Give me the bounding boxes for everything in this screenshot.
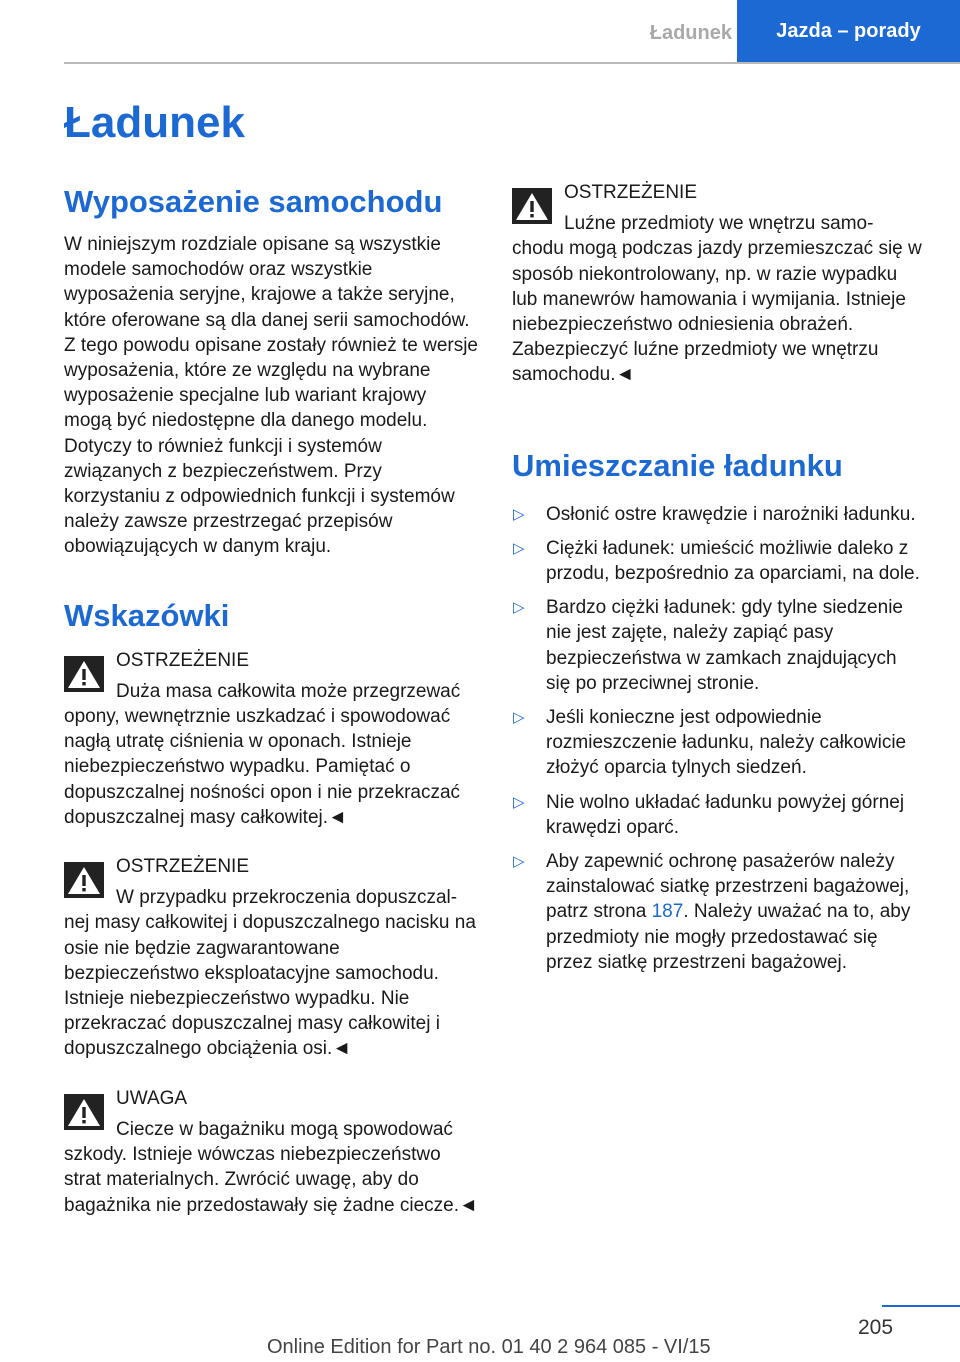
equipment-paragraph: W niniejszym rozdziale opisane są wszystkie modele samochodów oraz wszystkie wyposażenia seryjne, krajowe a także seryjne, które oferowane są dla danej serii samochodów. Z tego powodu opisane zostały również te wersje wyposażenia, które ze względu na wybrane wyposażenie specjalne lub wariant krajowy mogą być niedostępne dla danego modelu. Dotyczy to również funkcji i systemów związanych z bezpieczeństwem. Przy korzystaniu z odpowiednich funkcji i systemów należy zawsze przestrzegać przepisów obowiązujących w danym kraju. [64,234,479,558]
section-heading-loading: Umieszczanie ładunku [512,447,843,483]
bullet-triangle-icon: ▷ [513,853,525,871]
caution-text: szkody. Istnieje wówczas niebezpieczeństwo strat materialnych. Zwrócić uwagę, aby do bagażnika nie przedostawały się żadne ciecze.◄ [64,1144,478,1216]
warning-title: OSTRZEŻENIE [116,649,250,671]
section-heading-notes: Wskazówki [64,597,230,633]
warning-icon [64,656,104,692]
list-item: ▷ Aby zapewnić ochronę pasażerów należy zainstalować siatkę przestrzeni bagażowej, patrz strona 187. Należy uważać na to, aby przedmioty nie mogły przedostawać się przez siatkę przestrzeni bagażowej. [513,851,911,973]
warning-icon [512,188,552,224]
warning-text: nej masy całkowitej i dopuszczalnego nacisku na osie nie będzie zagwarantowane bezpieczeństwo eksploatacyjne samochodu. Istnieje niebezpieczeństwo wypadku. Nie przekraczać dopuszczalnej masy całkowitej i dopuszczalnego obciążenia osi.◄ [64,912,476,1060]
loading-tips-list [512,502,926,975]
header-divider [64,62,960,64]
warning-text: chodu mogą podczas jazdy przemieszczać się w sposób niekontrolowany, np. w razie wypadku lub manewrów hamowania i wymijania. Istnieje niebezpieczeństwo odniesienia obrażeń. Zabezpieczyć luźne przedmioty we wnętrzu samochodu.◄ [512,238,922,386]
page-title: Ładunek [64,98,245,147]
header-chapter-tab: Jazda – porady [737,0,960,62]
list-item: ▷ Nie wolno układać ładunku powyżej górnej krawędzi oparć. [513,791,905,838]
warning-title: OSTRZEŻENIE [564,182,698,203]
list-item: ▷ Ciężki ładunek: umieścić możliwie daleko z przodu, bezpośrednio za oparciami, na dole. [513,537,920,585]
bullet-triangle-icon: ▷ [513,709,525,727]
caution-block [64,1086,478,1218]
bullet-triangle-icon: ▷ [513,599,525,617]
warning-block [512,180,926,388]
header-section-label: Ładunek [649,22,732,44]
edition-footer: Online Edition for Part no. 01 40 2 964 085 - VI/15 [267,1336,711,1358]
bullet-triangle-icon: ▷ [513,539,525,557]
section-heading-equipment: Wyposażenie samochodu [64,184,443,219]
list-item: ▷ Osłonić ostre krawędzie i narożniki ładunku. [512,502,926,527]
warning-block [64,854,478,1062]
warning-title: OSTRZEŻENIE [116,856,250,878]
page-number: 205 [858,1316,894,1339]
warning-icon [64,862,104,898]
list-item: ▷ Jeśli konieczne jest odpowiednie rozmieszczenie ładunku, należy całkowicie złożyć oparcia tylnych siedzeń. [513,707,907,779]
page-header [0,0,960,62]
footer-divider [882,1305,960,1307]
warning-text-first-line: Duża masa całkowita może przegrzewać [116,680,461,702]
page-reference-link[interactable]: 187 [651,901,684,923]
warning-text: opony, wewnętrznie uszkadzać i spowodować nagłą utratę ciśnienia w oponach. Istnieje niebezpieczeństwo wypadku. Pamiętać o dopuszczalnej nośności opon i nie przekraczać dopuszczalnej masy całkowitej.◄ [64,706,461,828]
caution-title: UWAGA [116,1087,188,1109]
list-item: ▷ Bardzo ciężki ładunek: gdy tylne siedzenie nie jest zajęte, należy zapiąć pasy bezpieczeństwa w zamkach znajdujących się po przeciwnej stronie. [513,597,903,694]
left-column [64,180,478,1218]
warning-text-first-line: W przypadku przekroczenia dopuszczal- [116,887,458,909]
right-column [512,180,926,984]
bullet-triangle-icon: ▷ [513,505,525,523]
caution-text-first-line: Ciecze w bagażniku mogą spowodować [116,1118,453,1140]
bullet-triangle-icon: ▷ [513,793,525,811]
warning-icon [64,1094,104,1130]
warning-text-first-line: Luźne przedmioty we wnętrzu samo- [564,213,874,235]
warning-block [64,648,478,830]
